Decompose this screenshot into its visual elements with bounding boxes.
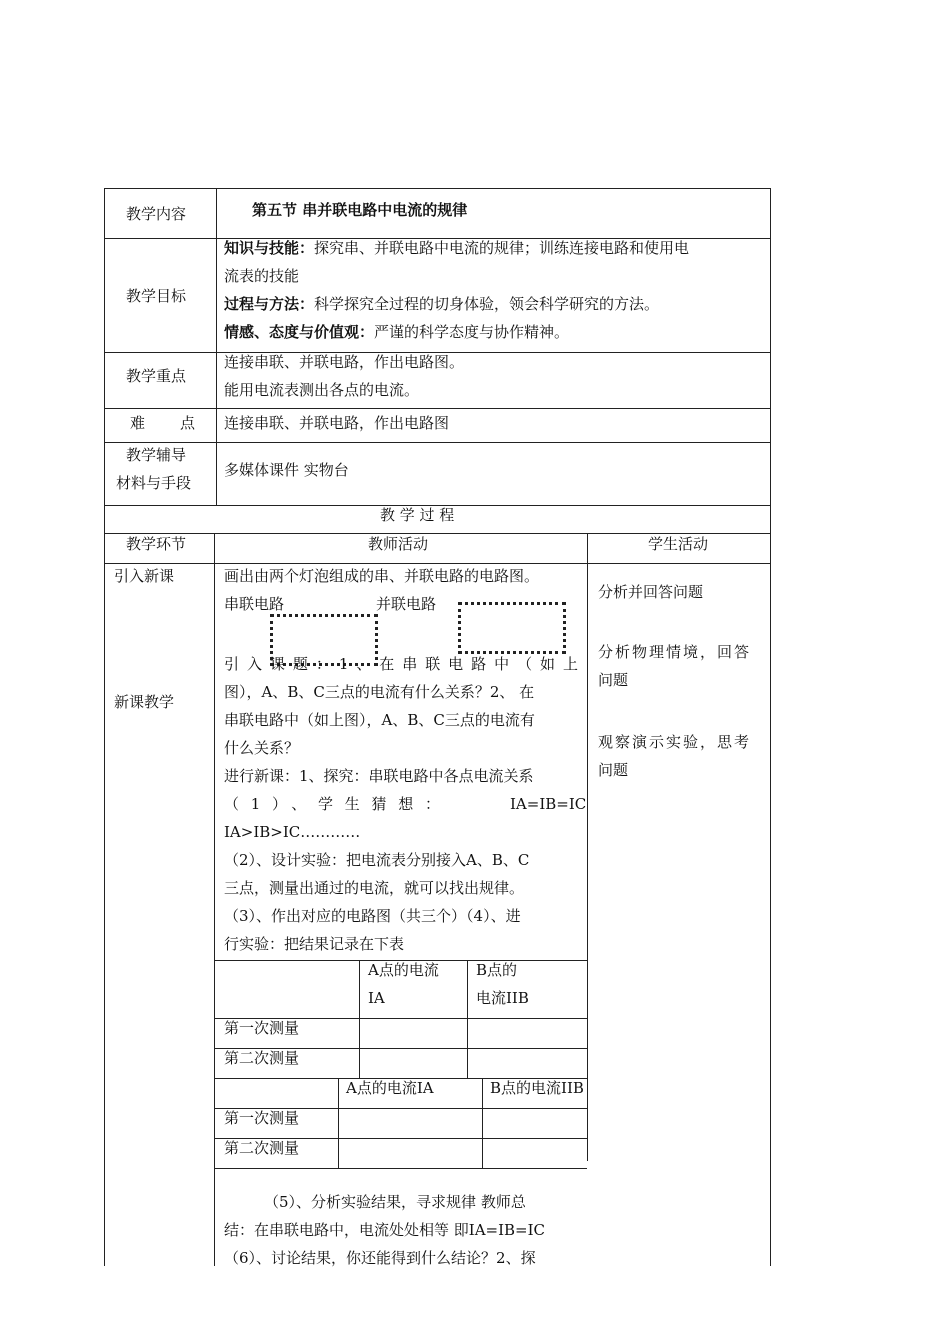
table2-border — [338, 1078, 339, 1168]
table2-border — [214, 1168, 587, 1169]
teacher-line: （2）、设计实验：把电流表分别接入A、B、C — [224, 851, 530, 869]
table2-head-a: A点的电流IA — [346, 1079, 434, 1097]
goal-knowledge-cont: 流表的技能 — [224, 267, 300, 285]
goals-label: 教学目标 — [126, 287, 187, 305]
parallel-circuit-label: 并联电路 — [376, 595, 437, 613]
student-line: 观察演示实验，思考 — [598, 733, 752, 751]
table2-row-1: 第一次测量 — [224, 1109, 300, 1127]
teacher-line: 什么关系？ — [224, 739, 300, 757]
teacher-line: IA>IB>IC………… — [224, 823, 361, 841]
table1-head-b-sub: 电流IIB — [476, 989, 529, 1007]
focus-line-1: 连接串联、并联电路，作出电路图。 — [224, 353, 465, 371]
col-student: 学生活动 — [648, 535, 709, 553]
student-line: 分析并回答问题 — [598, 583, 704, 601]
stage-intro: 引入新课 — [114, 567, 175, 585]
table-border-right — [770, 188, 771, 1266]
table-border — [587, 533, 588, 1161]
table1-head-b: B点的 — [476, 961, 518, 979]
col-stage: 教学环节 — [126, 535, 187, 553]
table-border-left — [104, 188, 105, 1266]
process-title: 教 学 过 程 — [380, 506, 455, 524]
student-line: 分析物理情境，回答 — [598, 643, 752, 661]
table1-head-a: A点的电流 — [368, 961, 439, 979]
analysis-line: 结：在串联电路中，电流处处相等 即IA=IB=IC — [224, 1221, 546, 1239]
teacher-line: 行实验：把结果记录在下表 — [224, 935, 405, 953]
table-border-top — [104, 188, 770, 189]
table2-row-2: 第二次测量 — [224, 1139, 300, 1157]
student-line: 问题 — [598, 671, 629, 689]
lesson-title: 第五节 串并联电路中电流的规律 — [252, 201, 468, 219]
col-teacher: 教师活动 — [368, 535, 429, 553]
goal-attitude: 情感、态度与价值观：严谨的科学态度与协作精神。 — [224, 323, 570, 341]
teacher-line: （1）、学生猜想： — [224, 795, 440, 813]
content-label: 教学内容 — [126, 205, 187, 223]
difficulty-label-1: 难 — [130, 414, 146, 432]
table-border — [214, 533, 215, 1266]
teacher-line: （3）、作出对应的电路图（共三个）（4）、进 — [224, 907, 521, 925]
table1-row-2: 第二次测量 — [224, 1049, 300, 1067]
teacher-line: 引入课题：1、在串联电路中（如上 — [224, 655, 578, 673]
teacher-line: 串联电路中（如上图），A、B、C三点的电流有 — [224, 711, 535, 729]
difficulty-value: 连接串联、并联电路，作出电路图 — [224, 414, 450, 432]
stage-new: 新课教学 — [114, 693, 175, 711]
table1-head-a-sub: IA — [368, 989, 385, 1007]
series-circuit-label: 串联电路 — [224, 595, 285, 613]
materials-label-1: 教学辅导 — [126, 446, 187, 464]
table1-row-1: 第一次测量 — [224, 1019, 300, 1037]
table-border — [216, 188, 217, 505]
teacher-line: IA=IB=IC — [510, 795, 587, 813]
table-border — [104, 442, 770, 443]
teacher-line: 图），A、B、C三点的电流有什么关系？2、 在 — [224, 683, 535, 701]
table2-border — [482, 1078, 483, 1168]
analysis-line: （5）、分析实验结果，寻求规律 教师总 — [264, 1193, 526, 1211]
teacher-line: 画出由两个灯泡组成的串、并联电路的电路图。 — [224, 567, 540, 585]
teacher-line: 进行新课：1、探究：串联电路中各点电流关系 — [224, 767, 534, 785]
goal-knowledge: 知识与技能：探究串、并联电路中电流的规律；训练连接电路和使用电 — [224, 239, 690, 257]
difficulty-label-2: 点 — [180, 414, 196, 432]
table1-border — [359, 960, 360, 1078]
table1-border — [467, 960, 468, 1078]
student-line: 问题 — [598, 761, 629, 779]
focus-line-2: 能用电流表测出各点的电流。 — [224, 381, 420, 399]
parallel-circuit-diagram — [458, 602, 566, 654]
goal-process: 过程与方法：科学探究全过程的切身体验，领会科学研究的方法。 — [224, 295, 660, 313]
materials-label-2: 材料与手段 — [116, 474, 192, 492]
focus-label: 教学重点 — [126, 367, 187, 385]
materials-value: 多媒体课件 实物台 — [224, 461, 349, 479]
table2-head-b: B点的电流IIB — [490, 1079, 584, 1097]
teacher-line: 三点，测量出通过的电流，就可以找出规律。 — [224, 879, 525, 897]
analysis-line: （6）、讨论结果，你还能得到什么结论？2、探 — [224, 1249, 536, 1267]
